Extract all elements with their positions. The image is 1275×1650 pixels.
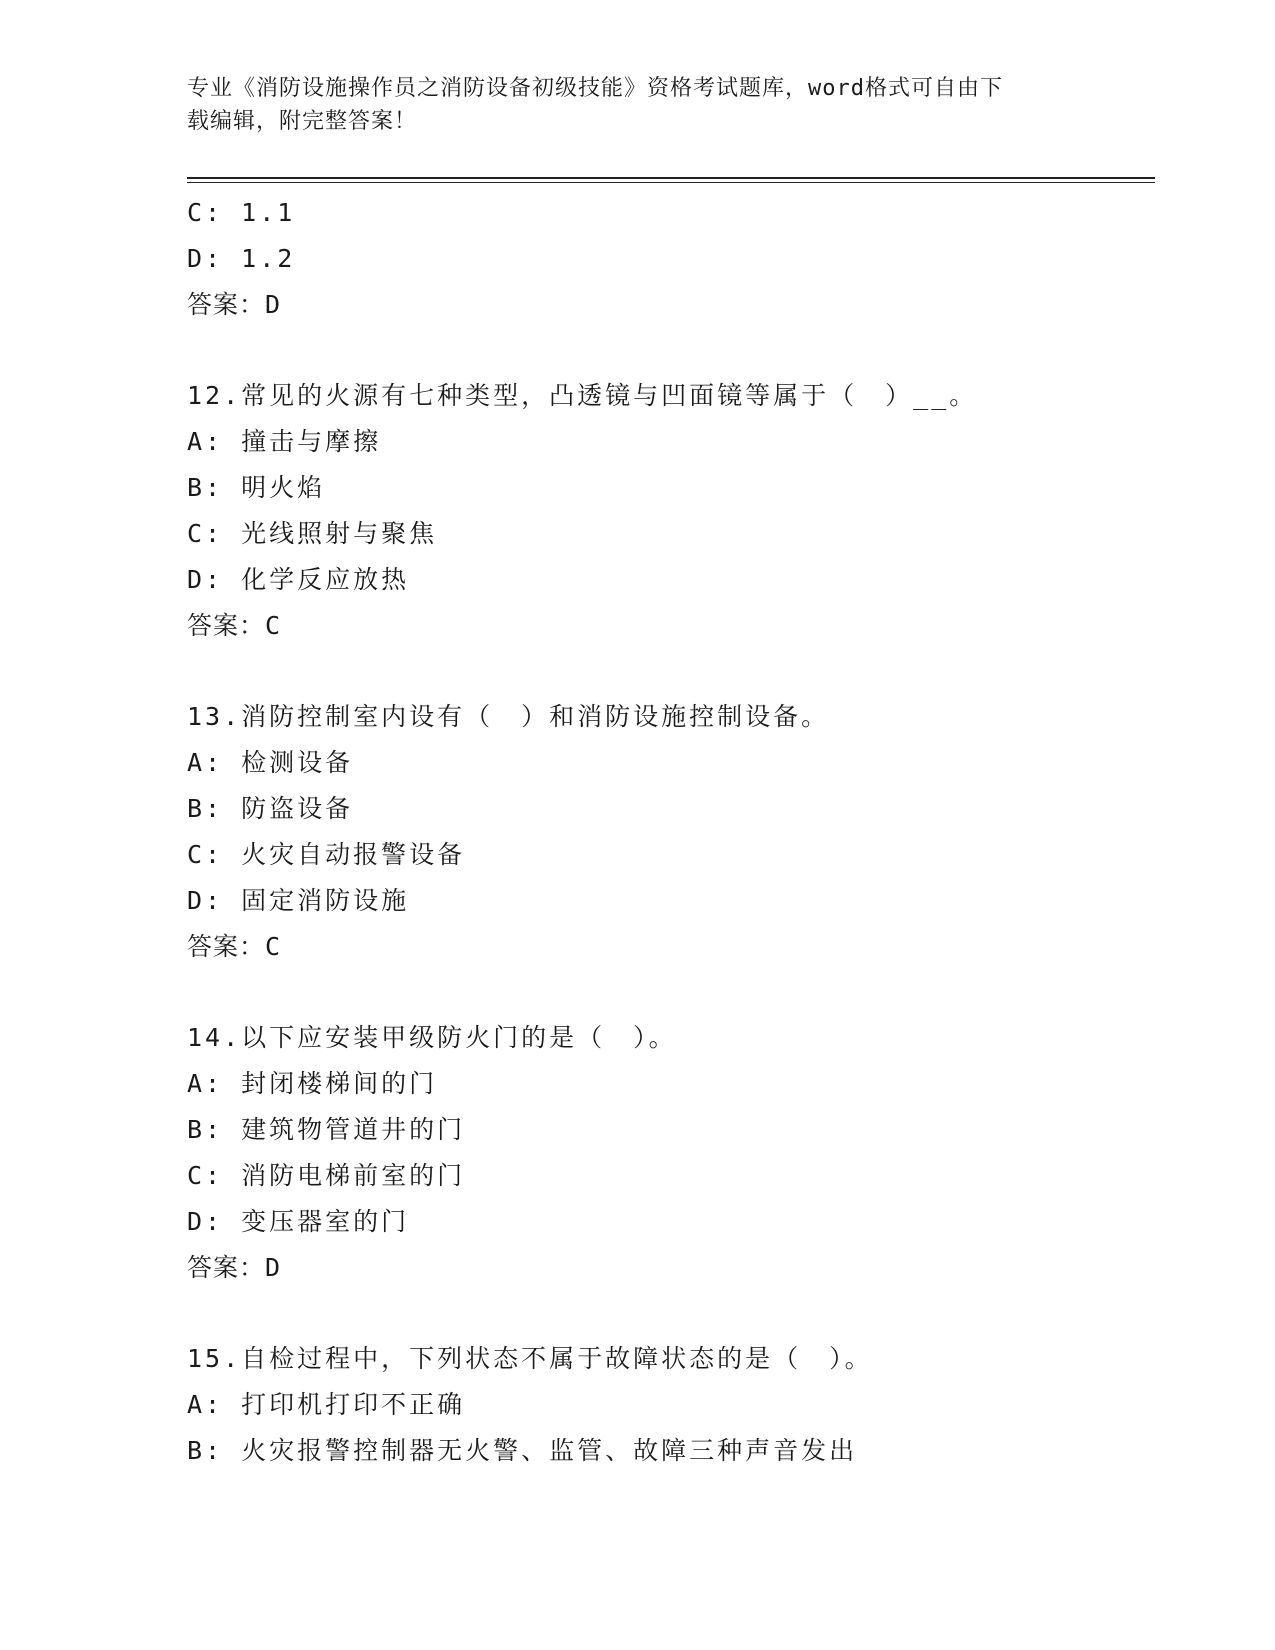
question-stem: 12.常见的火源有七种类型，凸透镜与凹面镜等属于（ ）__。 [187,381,978,410]
question-list [187,190,1147,1474]
question-stem: 14.以下应安装甲级防火门的是（ ）。 [187,1023,677,1052]
option-b: B: 火灾报警控制器无火警、监管、故障三种声音发出 [187,1436,858,1465]
option-a: A: 封闭楼梯间的门 [187,1069,438,1098]
option-b: B: 建筑物管道井的门 [187,1115,466,1144]
question-stem: 13.消防控制室内设有（ ）和消防设施控制设备。 [187,702,830,731]
option-c: C: 消防电梯前室的门 [187,1161,466,1190]
option-b: B: 明火焰 [187,473,326,502]
spacer [187,328,1147,373]
option-c: C: 1.1 [187,198,296,227]
spacer [187,1291,1147,1336]
option-a: A: 撞击与摩擦 [187,427,382,456]
header-divider-thick [187,177,1155,179]
answer-line: 答案：D [187,1253,282,1282]
question-stem: 15.自检过程中，下列状态不属于故障状态的是（ ）。 [187,1344,873,1373]
option-a: A: 检测设备 [187,748,354,777]
question-13 [187,694,1147,970]
answer-line: 答案：C [187,932,282,961]
spacer [187,649,1147,694]
spacer [187,970,1147,1015]
question-14 [187,1015,1147,1291]
answer-line: 答案：D [187,290,282,319]
option-c: C: 光线照射与聚焦 [187,519,438,548]
question-15 [187,1336,1147,1474]
header-divider-thin [187,182,1155,183]
option-d: D: 化学反应放热 [187,565,410,594]
question-12 [187,373,1147,649]
document-header [187,72,1067,138]
option-a: A: 打印机打印不正确 [187,1390,466,1419]
header-line-2: 载编辑，附完整答案！ [187,109,418,134]
question-11-continuation [187,190,1147,328]
option-d: D: 固定消防设施 [187,886,410,915]
option-c: C: 火灾自动报警设备 [187,840,466,869]
header-line-1: 专业《消防设施操作员之消防设备初级技能》资格考试题库，word格式可自由下 [187,76,1003,101]
option-b: B: 防盗设备 [187,794,354,823]
answer-line: 答案：C [187,611,282,640]
option-d: D: 1.2 [187,244,296,273]
option-d: D: 变压器室的门 [187,1207,410,1236]
